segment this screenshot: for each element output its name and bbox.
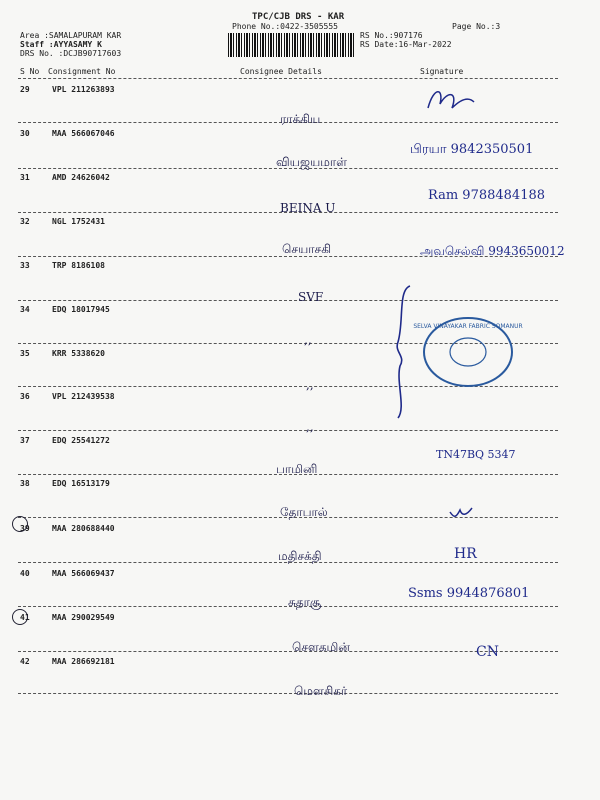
phone-number: Phone No.:0422-3505555 bbox=[232, 22, 338, 31]
circle-mark-41 bbox=[12, 609, 28, 625]
row-sno: 42 bbox=[20, 657, 30, 666]
row-sno: 38 bbox=[20, 479, 30, 488]
signature-39 bbox=[446, 502, 476, 522]
rs-number: RS No.:907176 bbox=[360, 31, 423, 40]
row-divider bbox=[18, 693, 558, 694]
signature-42: CN bbox=[476, 644, 499, 660]
row-sno: 36 bbox=[20, 392, 30, 401]
signature-38: TN47BQ 5347 bbox=[436, 448, 516, 461]
signature-31: பிரயா 9842350501 bbox=[410, 142, 534, 157]
signature-32: Ram 9788484188 bbox=[428, 188, 546, 203]
row-divider bbox=[18, 300, 558, 301]
consignee-name-43: மௌசிகர் bbox=[294, 684, 348, 698]
row-divider bbox=[18, 430, 558, 431]
signature-scribble-29 bbox=[420, 82, 480, 116]
staff-label: Staff :AYYASAMY K bbox=[20, 40, 102, 49]
consignment-number: EDQ 16513179 bbox=[52, 479, 110, 488]
consignment-number: MAA 280688440 bbox=[52, 524, 115, 533]
company-stamp bbox=[413, 316, 523, 388]
rs-date: RS Date:16-Mar-2022 bbox=[360, 40, 452, 49]
consignment-number: KRR 5338620 bbox=[52, 349, 105, 358]
col-consignee: Consignee Details bbox=[240, 67, 322, 76]
circle-mark-39 bbox=[12, 516, 28, 532]
consignment-number: VPL 212439538 bbox=[52, 392, 115, 401]
row-sno: 30 bbox=[20, 129, 30, 138]
consignee-name-42: சௌகமின் bbox=[292, 640, 350, 654]
consignee-name-30: ராக்கிய bbox=[280, 112, 321, 126]
consignment-number: MAA 286692181 bbox=[52, 657, 115, 666]
consignment-number: NGL 1752431 bbox=[52, 217, 105, 226]
row-sno: 31 bbox=[20, 173, 30, 182]
consignment-number: VPL 211263893 bbox=[52, 85, 115, 94]
col-signature: Signature bbox=[420, 67, 464, 76]
col-sno: S No bbox=[20, 67, 40, 76]
ditto-35: ,, bbox=[304, 333, 312, 347]
drs-number: DRS No. :DCJB90717603 bbox=[20, 49, 122, 58]
consignment-number: TRP 8186108 bbox=[52, 261, 105, 270]
consignment-number: MAA 290029549 bbox=[52, 613, 115, 622]
area-label: Area :SAMALAPURAM KAR bbox=[20, 31, 122, 40]
row-sno: 37 bbox=[20, 436, 30, 445]
ditto-36: ,, bbox=[306, 378, 314, 392]
brace-mark bbox=[392, 282, 416, 422]
barcode bbox=[228, 33, 356, 57]
row-sno: 32 bbox=[20, 217, 30, 226]
row-sno: 39 bbox=[20, 524, 30, 533]
consignment-number: MAA 566069437 bbox=[52, 569, 115, 578]
row-sno: 40 bbox=[20, 569, 30, 578]
consignment-number: EDQ 18017945 bbox=[52, 305, 110, 314]
consignee-name-32: BEINA U bbox=[280, 201, 336, 215]
consignee-name-38: பாமினி bbox=[276, 462, 318, 476]
page-number: Page No.:3 bbox=[452, 22, 501, 31]
consignee-name-33: செயாசகி bbox=[282, 242, 332, 256]
signature-33: அவசெல்வி 9943650012 bbox=[420, 244, 565, 258]
consignment-number: MAA 566067046 bbox=[52, 129, 115, 138]
consignee-name-39: தோபால் bbox=[280, 505, 328, 519]
sheet-title: TPC/CJB DRS - KAR bbox=[252, 12, 345, 22]
consignee-name-41: சுதாசூ bbox=[288, 595, 322, 609]
consignment-number: AMD 24626042 bbox=[52, 173, 110, 182]
ditto-37: ,, bbox=[306, 420, 314, 434]
table-row bbox=[0, 654, 600, 712]
row-sno: 34 bbox=[20, 305, 30, 314]
row-sno: 33 bbox=[20, 261, 30, 270]
consignment-number: EDQ 25541272 bbox=[52, 436, 110, 445]
row-sno: 29 bbox=[20, 85, 30, 94]
stamp-text: SELVA VINAYAKAR FABRIC SOMANUR bbox=[413, 323, 523, 330]
col-consignment: Consignment No bbox=[48, 67, 116, 76]
row-sno: 41 bbox=[20, 613, 30, 622]
signature-40: HR bbox=[454, 546, 477, 562]
consignee-name-40: மதிசக்தி bbox=[278, 549, 322, 563]
consignee-name-34: SVF bbox=[298, 290, 324, 304]
signature-41: Ssms 9944876801 bbox=[408, 586, 530, 601]
consignee-name-31: வியஜயமாள் bbox=[276, 155, 347, 169]
header-divider bbox=[18, 78, 558, 79]
row-sno: 35 bbox=[20, 349, 30, 358]
